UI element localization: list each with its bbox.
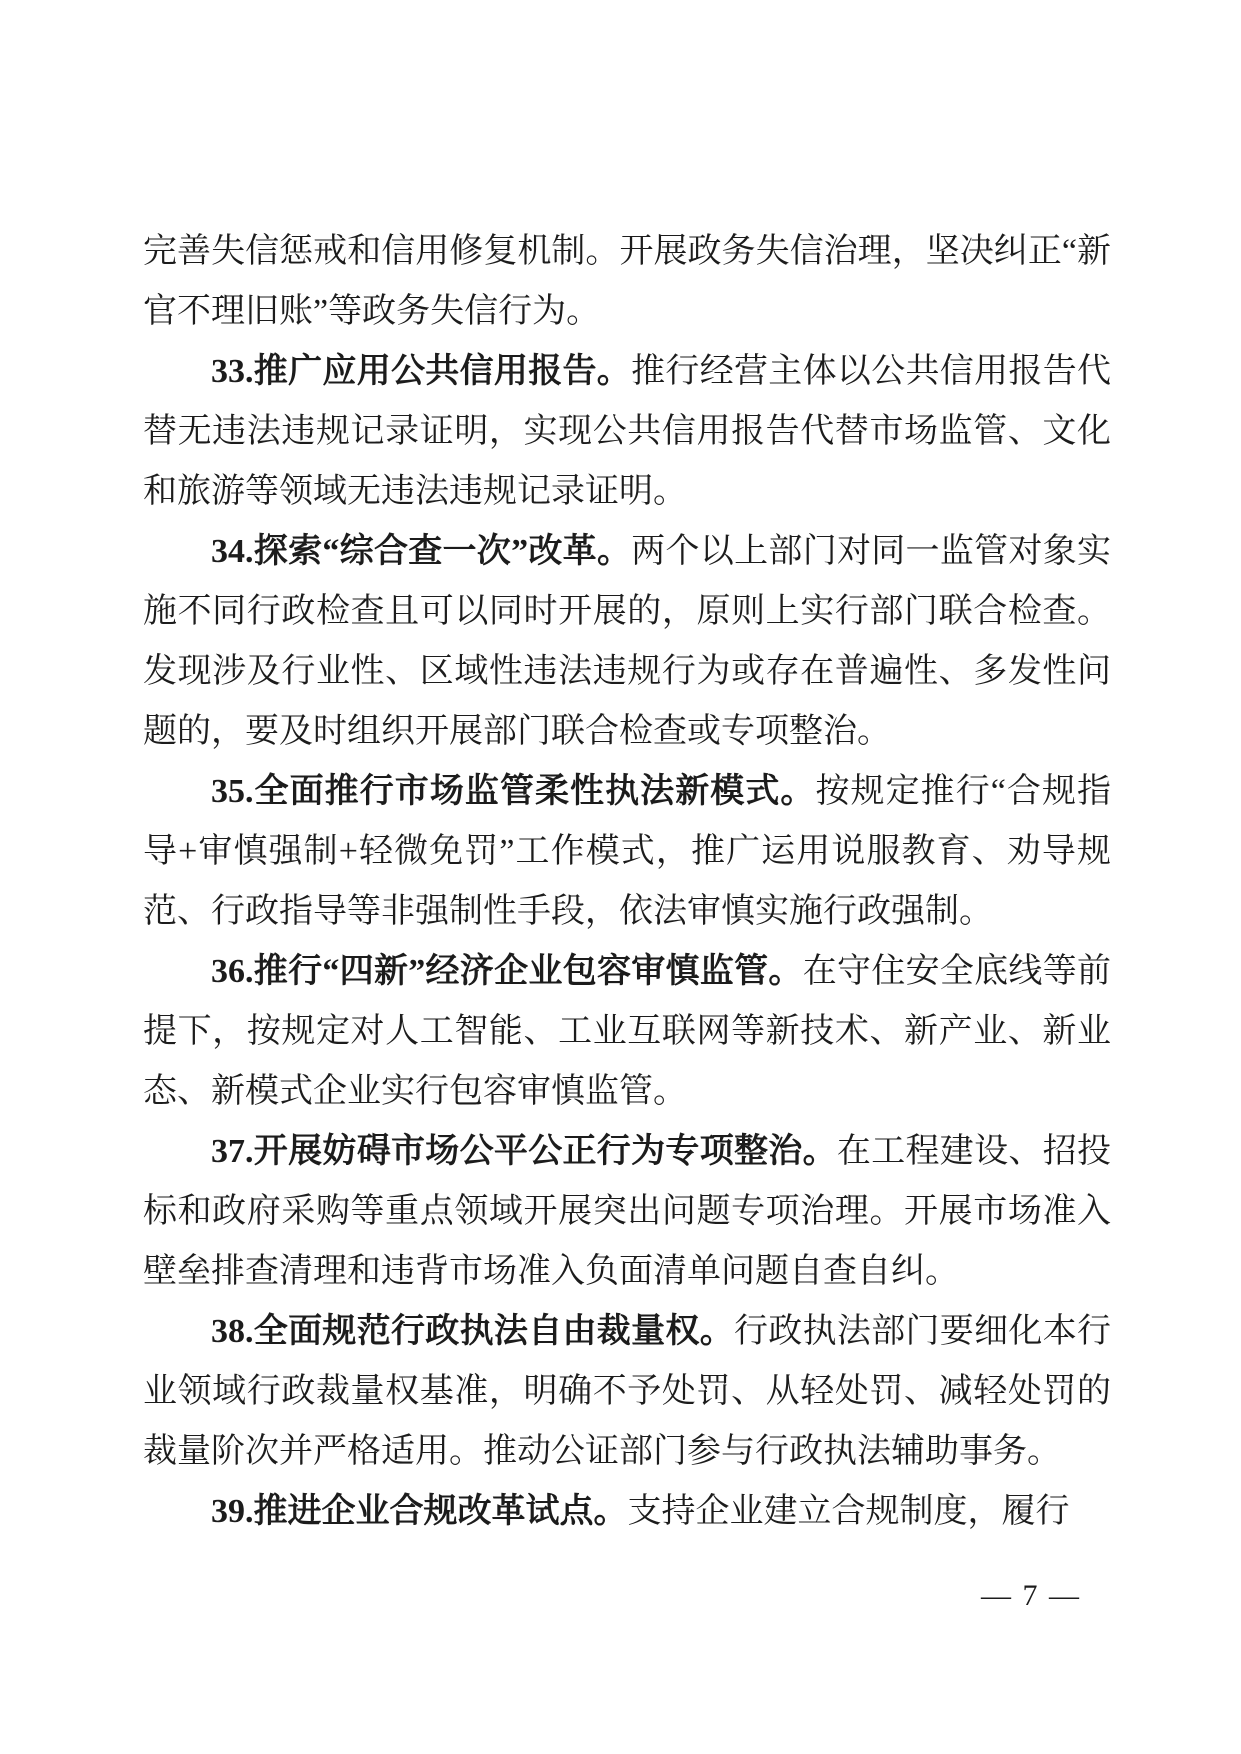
paragraph-item-33: [143, 342, 1111, 522]
document-body: [143, 222, 1111, 1542]
paragraph-text: 两个以上部门对同一监管对象实施不同行政检查且可以同时开展的，原则上实行部门联合检查。发现涉及行业性、区域性违法违规行为或存在普遍性、多发性问题的，要及时组织开展部门联合检查或专项整治。: [143, 533, 1111, 750]
paragraph-text: 在守住安全底线等前提下，按规定对人工智能、工业互联网等新技术、新产业、新业态、新模式企业实行包容审慎监管。: [143, 953, 1112, 1110]
paragraph-lead: 38.全面规范行政执法自由裁量权。: [211, 1313, 734, 1350]
paragraph-lead: 34.探索“综合查一次”改革。: [211, 533, 632, 570]
paragraph-text: 在工程建设、招投标和政府采购等重点领域开展突出问题专项治理。开展市场准入壁垒排查清理和违背市场准入负面清单问题自查自纠。: [143, 1133, 1112, 1290]
paragraph-item-38: [143, 1302, 1111, 1482]
page-number: — 7 —: [981, 1579, 1081, 1612]
paragraph-text: 按规定推行“合规指导+审慎强制+轻微免罚”工作模式，推广运用说服教育、劝导规范、行政指导等非强制性手段，依法审慎实施行政强制。: [143, 773, 1112, 930]
paragraph-text: 推行经营主体以公共信用报告代替无违法违规记录证明，实现公共信用报告代替市场监管、文化和旅游等领域无违法违规记录证明。: [143, 353, 1112, 510]
paragraph-lead: 37.开展妨碍市场公平公正行为专项整治。: [211, 1133, 837, 1170]
paragraph-lead: 35.全面推行市场监管柔性执法新模式。: [211, 773, 816, 810]
paragraph-item-37: [143, 1122, 1111, 1302]
paragraph-text: 行政执法部门要细化本行业领域行政裁量权基准，明确不予处罚、从轻处罚、减轻处罚的裁量阶次并严格适用。推动公证部门参与行政执法辅助事务。: [143, 1313, 1111, 1470]
paragraph-lead: 36.推行“四新”经济企业包容审慎监管。: [211, 953, 803, 990]
paragraph-text: 支持企业建立合规制度，履行: [627, 1493, 1070, 1530]
paragraph-continuation: [143, 222, 1111, 342]
paragraph-item-39: [143, 1482, 1111, 1542]
paragraph-item-34: [143, 522, 1111, 762]
paragraph-lead: 33.推广应用公共信用报告。: [211, 353, 632, 390]
paragraph-text: 完善失信惩戒和信用修复机制。开展政务失信治理，坚决纠正“新官不理旧账”等政务失信行为。: [143, 233, 1111, 330]
paragraph-lead: 39.推进企业合规改革试点。: [211, 1493, 628, 1530]
paragraph-item-35: [143, 762, 1111, 942]
paragraph-item-36: [143, 942, 1111, 1122]
